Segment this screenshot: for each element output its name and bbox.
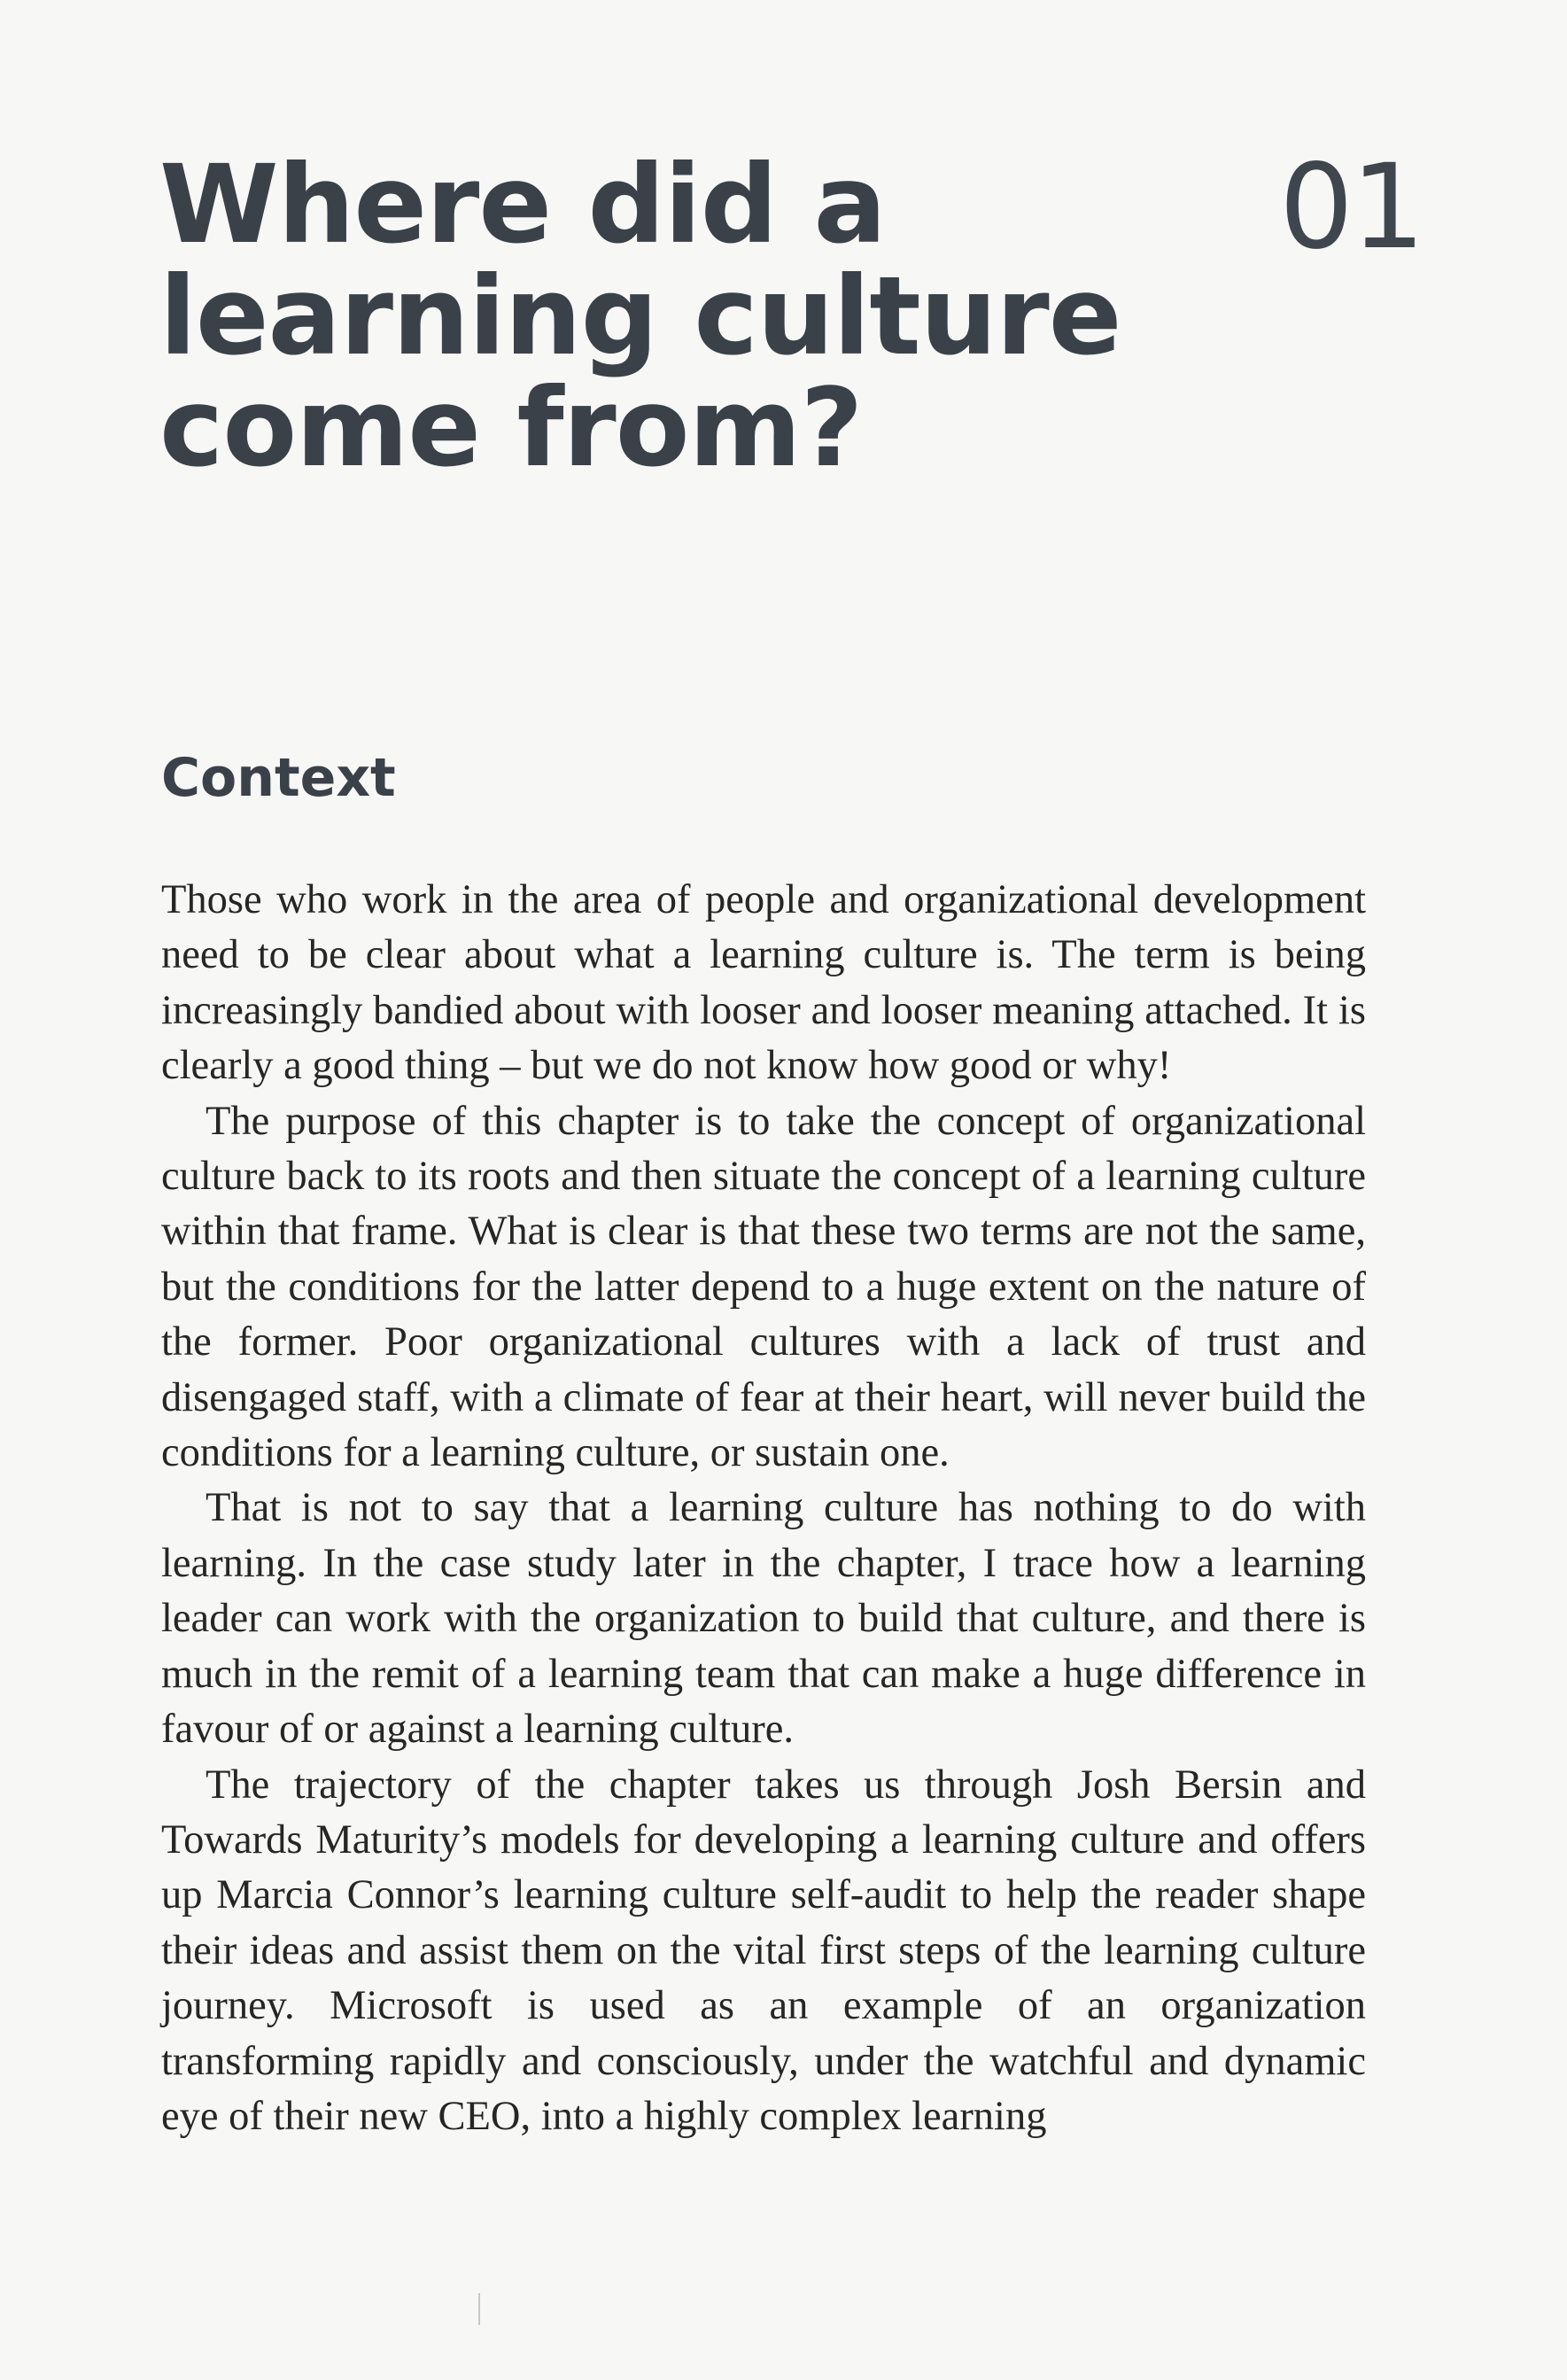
chapter-title-line: come from? [159, 365, 863, 491]
scan-mark [478, 2293, 480, 2325]
paragraph: Those who work in the area of people and organizational development need to be clear about what a learning culture is. The term is being increasingly bandied about with looser and looser meaning attached. It is clearly a good thing – but we do not know how good or why! [161, 877, 1366, 1089]
body-text [161, 873, 1366, 2144]
paragraph: The purpose of this chapter is to take the concept of organizational culture back to its roots and then situate the concept of a learning culture within that frame. What is clear is that these two terms are not the same, but the conditions for the latter depend to a huge extent on the nature of the former. Poor organizational cultures with a lack of trust and disengaged staff, with a climate of fear at their heart, will never build the conditions for a learning culture, or sustain one. [161, 1098, 1366, 1476]
chapter-title-line: learning culture [159, 253, 1121, 379]
section-heading: Context [161, 747, 396, 809]
chapter-title-line: Where did a [159, 142, 886, 268]
chapter-number: 01 [1279, 139, 1423, 276]
chapter-title [159, 142, 1187, 491]
paragraph: The trajectory of the chapter takes us through Josh Bersin and Towards Maturity’s models for developing a learning culture and offers up Marcia Connor’s learning culture self-audit to help the reader shape their ideas and assist them on the vital first steps of the learning culture journey. Microsoft is used as an example of an organization transforming rapidly and consciously, under the watchful and dynamic eye of their new CEO, into a highly complex learning [161, 1762, 1366, 2139]
paragraph: That is not to say that a learning culture has nothing to do with learning. In the case study later in the chapter, I trace how a learning leader can work with the organization to build that culture, and there is much in the remit of a learning team that can make a huge difference in favour of or against a learning culture. [161, 1485, 1366, 1753]
